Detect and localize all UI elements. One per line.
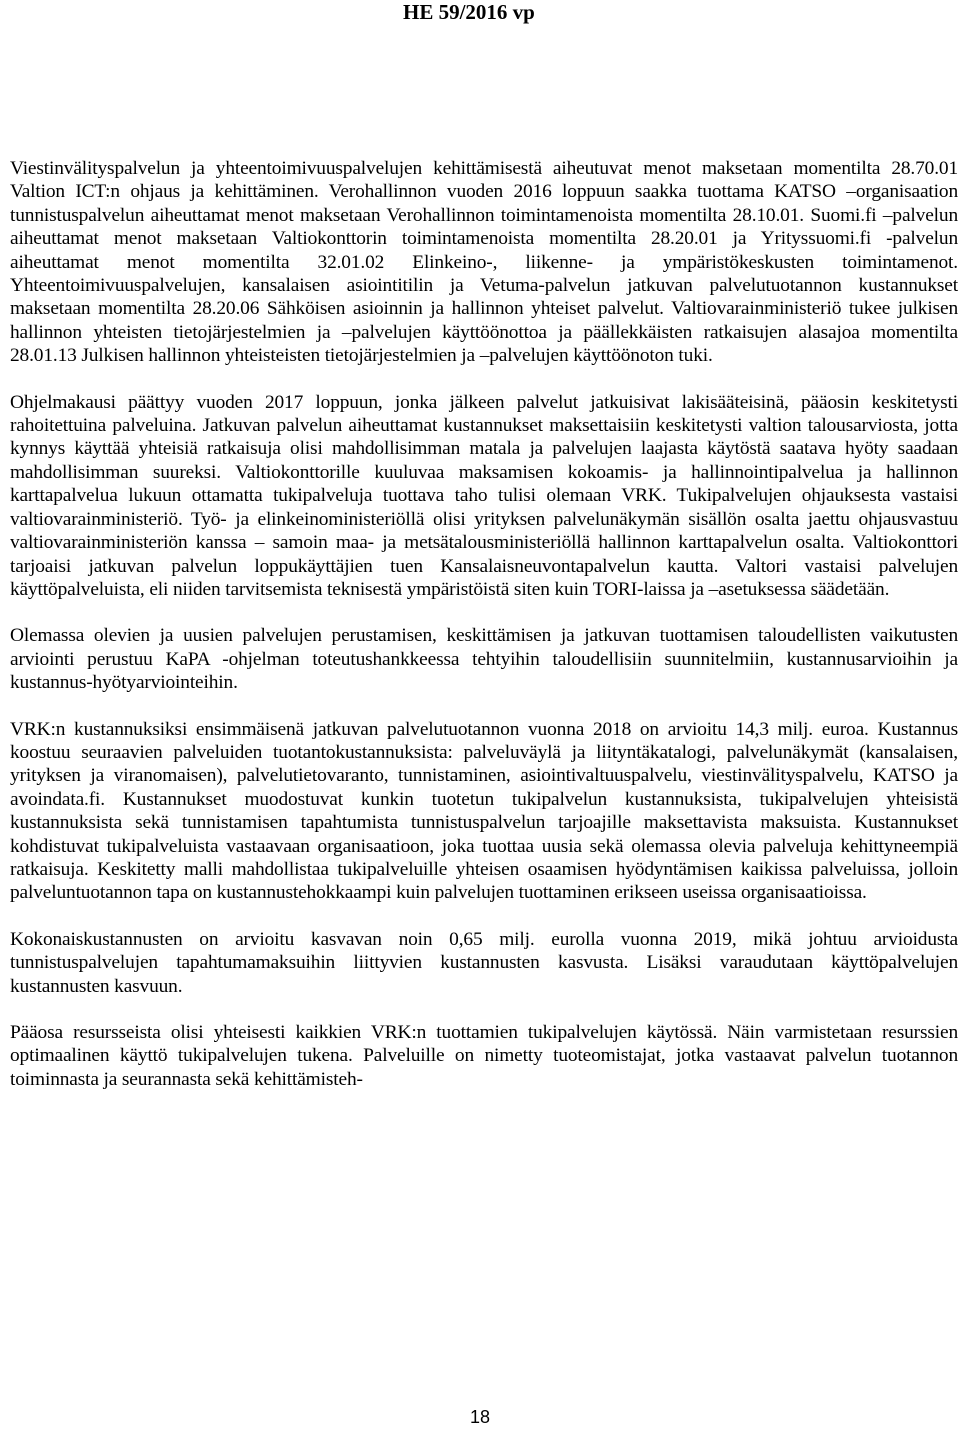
paragraph-3: Olemassa olevien ja uusien palvelujen perustamisen, keskittämisen ja jatkuvan tuottamisen taloudellisten vaikutusten arviointi perustuu KaPA -ohjelman toteutushankkeessa tehtyihin taloudellisiin suunnitelmiin, kustannusarvioihin ja kustannus-hyötyarviointeihin. <box>10 625 958 694</box>
paragraph-4: VRK:n kustannuksiksi ensimmäisenä jatkuvan palvelutuotannon vuonna 2018 on arvioitu 14,3 milj. euroa. Kustannus koostuu seuraavien palveluiden tuotantokustannuksista: palveluväylä ja liityntäkatalogi, palvelunäkymät (kansalaisen, yrityksen ja viranomaisen), palvelutietovaranto, tunnistaminen, asiointivaltuuspalvelu, viestinvälityspalvelu, KATSO ja avoindata.fi. Kustannukset muodostuvat kunkin tuotetun tukipalvelun kustannuksista, tukipalvelujen yhteisistä kustannuksista sekä tunnistamisen tapahtumista tunnistuspalvelun tarjoajille maksettavista maksuista. Kustannukset kohdistuvat tukipalveluista vastaavaan organisaatioon, joka tuottaa uusia sekä olemassa olevia palveluja kehittyneempiä ratkaisuja. Keskitetty malli mahdollistaa tukipalveluille yhteisen osaamisen hyödyntämisen kaikissa palveluissa, jolloin palveluntuotannon tapa on kustannustehokkaampi kuin palvelujen tuottaminen erikseen useissa organisaatioissa. <box>10 718 958 904</box>
page-header <box>0 0 960 40</box>
paragraph-2: Ohjelmakausi päättyy vuoden 2017 loppuun, jonka jälkeen palvelut jatkuisivat lakisääteisinä, pääosin keskitetysti rahoitettuina palveluina. Jatkuvan palvelun aiheuttamat kustannukset maksettaisiin keskitetysti valtion talousarviosta, jotta kynnys käyttää yhteisiä ratkaisuja olisi mahdollisimman matala ja palvelujen laajasta käytöstä saatava hyöty saadaan mahdollisimman suureksi. Valtiokonttorille kuuluvaa maksamisen kokoamis- ja hallinnointipalvelua ja hallinnon karttapalvelua lukuun ottamatta tukipalveluja tuottava taho tulisi olemaan VRK. Tukipalvelujen ohjauksesta vastaisi valtiovarainministeriö. Työ- ja elinkeinoministeriöllä olisi yrityksen palvelunäkymän sisällön osalta jaettu ohjausvastuu valtiovarainministeriön kanssa – samoin maa- ja metsätalousministeriöllä hallinnon karttapalvelun osalta. Valtiokonttori tarjoaisi jatkuvan palvelun loppukäyttäjien tuen Kansalaisneuvontapalvelun kautta. Valtori vastaisi palvelujen käyttöpalveluista, eli niiden tarvitsemista teknisestä ympäristöistä siten kuin TORI-laissa ja –asetuksessa säädetään. <box>10 391 958 600</box>
document-body <box>10 157 958 1091</box>
document-title: HE 59/2016 vp <box>403 0 535 24</box>
paragraph-6: Pääosa resursseista olisi yhteisesti kaikkien VRK:n tuottamien tukipalvelujen käytössä. Näin varmistetaan resurssien optimaalinen käyttö tukipalvelujen tukena. Palveluille on nimetty tuoteomistajat, jotka vastaavat palvelun tuotannon toiminnasta ja seurannasta sekä kehittämisteh- <box>10 1022 958 1090</box>
paragraph-5: Kokonaiskustannusten on arvioitu kasvavan noin 0,65 milj. eurolla vuonna 2019, mikä johtuu arvioidusta tunnistuspalvelujen tapahtumamaksuihin liittyvien kustannusten kasvusta. Lisäksi varaudutaan käyttöpalvelujen kustannusten kasvuun. <box>10 928 958 997</box>
paragraph-1: Viestinvälityspalvelun ja yhteentoimivuuspalvelujen kehittämisestä aiheutuvat menot maksetaan momentilta 28.70.01 Valtion ICT:n ohjaus ja kehittäminen. Verohallinnon vuoden 2016 loppuun saakka tuottama KATSO –organisaation tunnistuspalvelun aiheuttamat menot maksetaan Verohallinnon toimintamenoista momentilta 28.10.01. Suomi.fi –palvelun aiheuttamat menot maksetaan Valtiokonttorin toimintamenoista momentilta 28.20.01 ja Yrityssuomi.fi -palvelun aiheuttamat menot momentilta 32.01.02 Elinkeino-, liikenne- ja ympäristökeskusten toimintamenot. Yhteentoimivuuspalvelujen, kansalaisen asiointitilin ja Vetuma-palvelun jatkuvan palvelutuotannon kustannukset maksetaan momentilta 28.20.06 Sähköisen asioinnin ja hallinnon yhteiset palvelut. Valtiovarainministeriö tukee julkisen hallinnon yhteisten tietojärjestelmien ja –palvelujen käyttöönottoa ja päällekkäisten ratkaisujen alasajoa momentilta 28.01.13 Julkisen hallinnon yhteisteisten tietojärjestelmien ja –palvelujen käyttöönoton tuki. <box>10 158 958 367</box>
page-number: 18 <box>469 1407 491 1427</box>
